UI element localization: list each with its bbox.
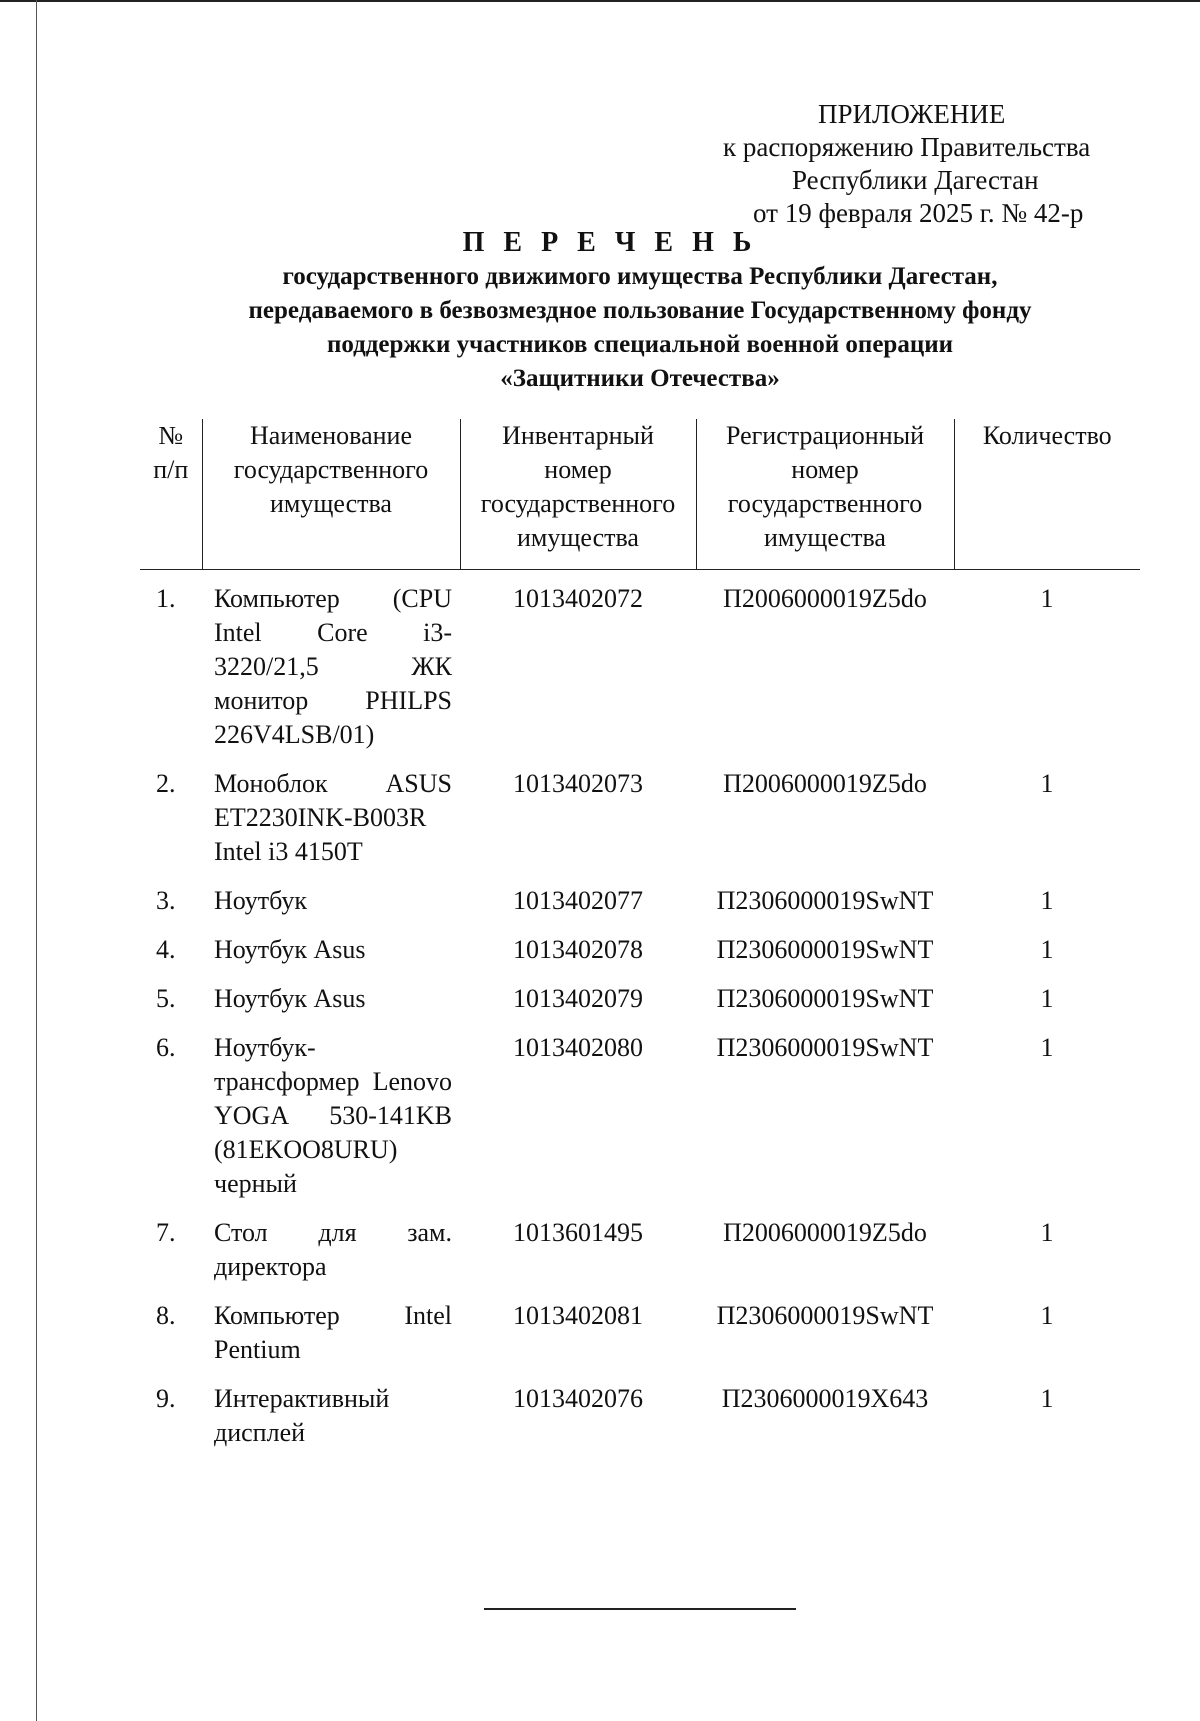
subtitle-line-3: поддержки участников специальной военной операции xyxy=(326,331,954,358)
row-quantity: 1 xyxy=(1040,584,1054,613)
row-number: 1. xyxy=(156,584,176,613)
header-quantity: Количество xyxy=(954,419,1140,570)
row-name: Интерактивный дисплей xyxy=(214,1384,390,1447)
row-name: Ноутбук Asus xyxy=(214,935,366,964)
table-row xyxy=(140,884,1140,933)
row-name: Моноблок ASUS ET2230INK-B003R Intel i3 4150T xyxy=(214,769,452,866)
row-number: 9. xyxy=(156,1384,176,1413)
property-table xyxy=(140,419,1140,1465)
row-inventory-number: 1013402079 xyxy=(513,984,643,1013)
table-header-row xyxy=(140,419,1140,570)
header-inventory-number: Инвентарный номер государственного имущества xyxy=(460,419,696,570)
row-number: 3. xyxy=(156,886,176,915)
appendix-label: ПРИЛОЖЕНИЕ xyxy=(818,99,1006,129)
row-quantity: 1 xyxy=(1040,769,1054,798)
table-row xyxy=(140,1382,1140,1465)
table-row xyxy=(140,767,1140,884)
row-registration-number: П2306000019SwNT xyxy=(716,1033,934,1062)
row-name: Ноутбук xyxy=(214,886,308,915)
scan-top-edge-line xyxy=(0,0,1200,2)
row-name: Компьютер Intel Pentium xyxy=(214,1301,452,1364)
row-inventory-number: 1013402080 xyxy=(513,1033,643,1062)
document-subtitle xyxy=(120,260,1160,396)
header-name: Наименование государственного имущества xyxy=(202,419,460,570)
document-title-block xyxy=(120,226,1160,396)
row-registration-number: П2006000019Z5do xyxy=(723,584,927,613)
table-row xyxy=(140,982,1140,1031)
row-number: 7. xyxy=(156,1218,176,1247)
row-quantity: 1 xyxy=(1040,1384,1054,1413)
table-row xyxy=(140,1031,1140,1216)
row-number: 4. xyxy=(156,935,176,964)
row-number: 6. xyxy=(156,1033,176,1062)
row-inventory-number: 1013402078 xyxy=(513,935,643,964)
document-title: П Е Р Е Ч Е Н Ь xyxy=(462,227,758,258)
row-registration-number: П2306000019SwNT xyxy=(716,1301,934,1330)
subtitle-line-4: «Защитники Отечества» xyxy=(500,365,780,392)
row-number: 8. xyxy=(156,1301,176,1330)
row-inventory-number: 1013402077 xyxy=(513,886,643,915)
row-quantity: 1 xyxy=(1040,935,1054,964)
table-row xyxy=(140,1216,1140,1299)
subtitle-line-1: государственного движимого имущества Республики Дагестан, xyxy=(282,263,998,290)
row-quantity: 1 xyxy=(1040,886,1054,915)
table-row xyxy=(140,933,1140,982)
row-registration-number: П2306000019SwNT xyxy=(716,886,934,915)
row-number: 2. xyxy=(156,769,176,798)
row-name: Ноутбук Asus xyxy=(214,984,366,1013)
table-row xyxy=(140,1299,1140,1382)
header-num: № п/п xyxy=(140,419,202,570)
end-of-document-line xyxy=(484,1608,796,1610)
row-number: 5. xyxy=(156,984,176,1013)
row-registration-number: П2006000019Z5do xyxy=(723,769,927,798)
row-registration-number: П2306000019SwNT xyxy=(716,984,934,1013)
row-inventory-number: 1013402073 xyxy=(513,769,643,798)
scan-left-edge-line xyxy=(36,0,37,1721)
appendix-header xyxy=(690,98,1130,230)
row-name: Компьютер (CPU Intel Core i3-3220/21,5 ЖК монитор PHILPS 226V4LSB/01) xyxy=(214,584,452,749)
row-inventory-number: 1013402076 xyxy=(513,1384,643,1413)
header-registration-number: Регистрационный номер государственного имущества xyxy=(696,419,954,570)
row-quantity: 1 xyxy=(1040,984,1054,1013)
row-quantity: 1 xyxy=(1040,1301,1054,1330)
row-registration-number: П2306000019X643 xyxy=(721,1384,929,1413)
appendix-line-republic: Республики Дагестан xyxy=(792,165,1039,195)
row-inventory-number: 1013402081 xyxy=(513,1301,643,1330)
row-quantity: 1 xyxy=(1040,1218,1054,1247)
row-registration-number: П2006000019Z5do xyxy=(723,1218,927,1247)
row-registration-number: П2306000019SwNT xyxy=(716,935,934,964)
subtitle-line-2: передаваемого в безвозмездное пользование Государственному фонду xyxy=(248,297,1032,324)
row-quantity: 1 xyxy=(1040,1033,1054,1062)
row-name: Стол для зам. директора xyxy=(214,1218,452,1281)
appendix-line-order: к распоряжению Правительства xyxy=(723,132,1091,162)
row-name: Ноутбук-трансформер Lenovo YOGA 530-141KB (81EKOO8URU) черный xyxy=(214,1033,452,1198)
table-row xyxy=(140,570,1140,768)
row-inventory-number: 1013402072 xyxy=(513,584,643,613)
appendix-line-date: от 19 февраля 2025 г. № 42-р xyxy=(753,198,1084,228)
row-inventory-number: 1013601495 xyxy=(513,1218,643,1247)
